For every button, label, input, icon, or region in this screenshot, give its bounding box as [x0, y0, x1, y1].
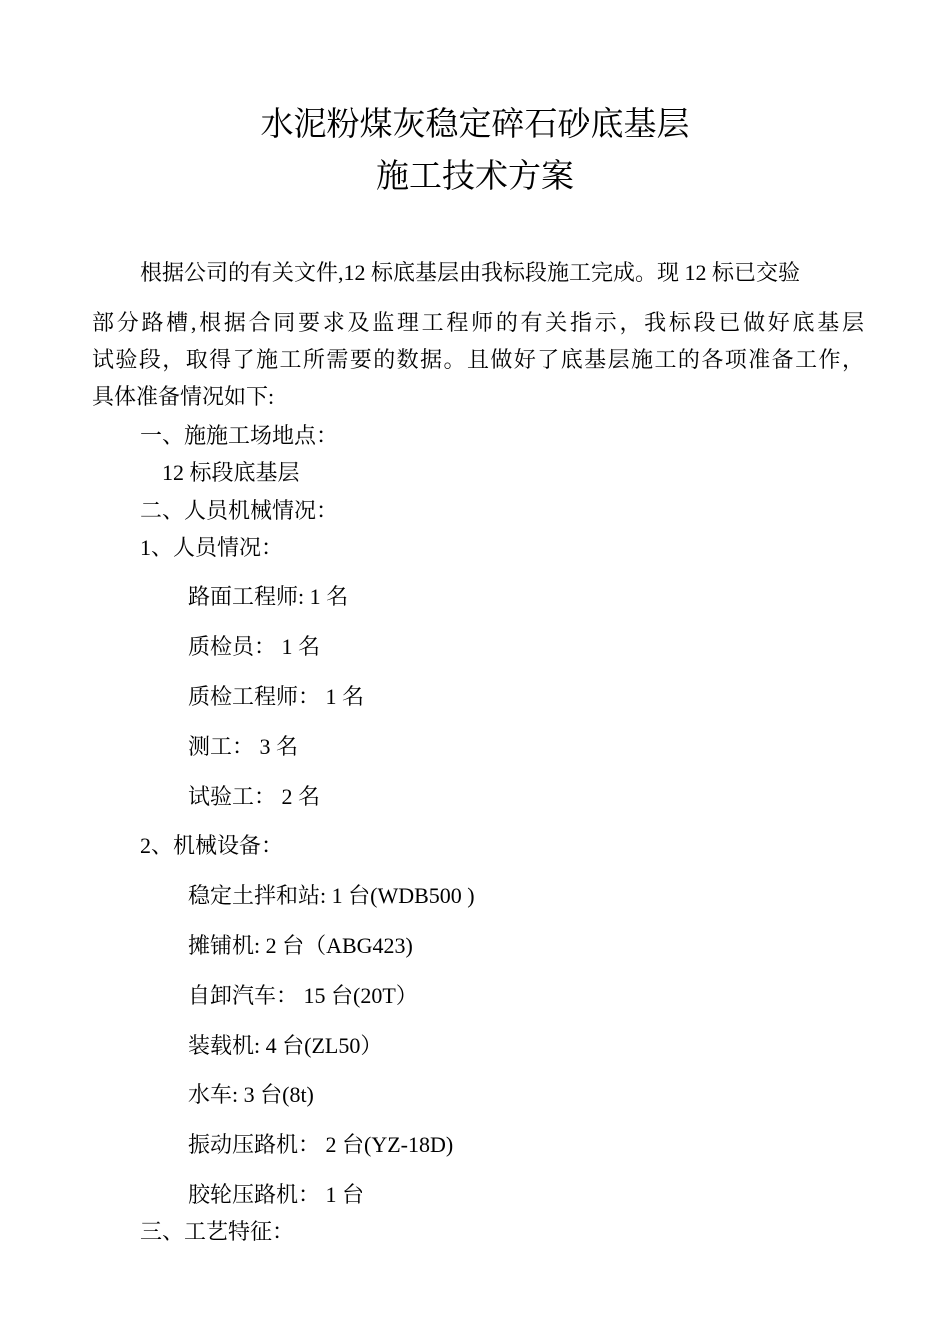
section-1-content: 12 标段底基层 [162, 460, 300, 485]
section-3-heading: 三、工艺特征： [140, 1219, 295, 1244]
document-title-line-1: 水泥粉煤灰稳定碎石砂底基层 [260, 104, 690, 143]
equipment-item: 稳定土拌和站: 1 台(WDB500 ) [188, 883, 475, 908]
equipment-item: 装载机: 4 台(ZL50） [188, 1033, 383, 1058]
section-1-heading: 一、施施工场地点： [140, 423, 339, 448]
document-title-line-2: 施工技术方案 [376, 156, 574, 195]
personnel-item: 试验工： 2 名 [188, 784, 321, 809]
equipment-heading: 2、机械设备： [140, 833, 284, 858]
equipment-item: 摊铺机: 2 台（ABG423) [188, 933, 413, 958]
section-2-heading: 二、人员机械情况： [140, 498, 339, 523]
personnel-heading: 1、人员情况： [140, 535, 284, 560]
personnel-item: 测工： 3 名 [188, 734, 299, 759]
personnel-item: 质检工程师： 1 名 [188, 684, 365, 709]
personnel-item: 质检员： 1 名 [188, 634, 321, 659]
intro-line-1: 根据公司的有关文件,12 标底基层由我标段施工完成。现 12 标已交验 [140, 260, 801, 285]
intro-line-4: 具体准备情况如下: [92, 384, 275, 409]
equipment-item: 水车: 3 台(8t) [188, 1082, 314, 1107]
intro-line-2: 部分路槽,根据合同要求及监理工程师的有关指示，我标段已做好底基层 [92, 310, 864, 335]
equipment-item: 振动压路机： 2 台(YZ-18D) [188, 1132, 454, 1157]
equipment-item: 胶轮压路机： 1 台 [188, 1182, 365, 1207]
equipment-item: 自卸汽车： 15 台(20T） [188, 983, 418, 1008]
personnel-item: 路面工程师: 1 名 [188, 584, 349, 609]
intro-line-3: 试验段，取得了施工所需要的数据。且做好了底基层施工的各项准备工作， [92, 347, 864, 372]
